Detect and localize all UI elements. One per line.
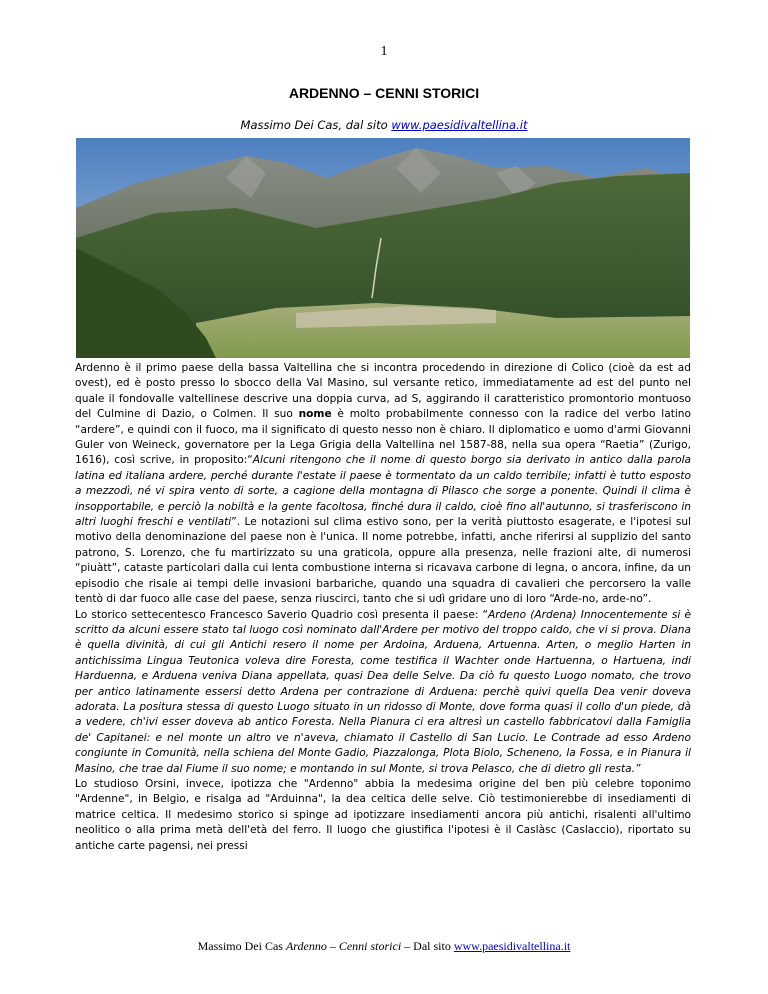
paragraph-segment: Alcuni ritengono che il nome di questo borgo sia derivato in antico dalla parola latina ed italiana ardere, perché durante l'estate il paese è tormentato da un caldo terribile; infatti è tutto esposto a mezzodì, né vi spira vento di sorte, a cagione della montagna di Pilasco che sorge a ponente. Quindi il clima è insopportabile, e perciò la nobiltà e la gente facoltosa, finché dura il caldo, cioè fino all'autunno, si trasferiscono in altri luoghi freschi e ventilati: [75, 454, 691, 529]
article-body: [75, 361, 691, 938]
paragraph: [75, 361, 691, 608]
page-footer: [0, 939, 768, 954]
paragraph-segment: Ardenno è il primo paese della bassa Valtellina che si incontra procedendo in direzione di Colico (cioè da est ad ovest), ed è posto presso lo sbocco della Val Masino, sul versante retico, immediatamente ad est del punto nel quale il fondovalle valtellinese descrive una doppia curva, ad S, aggirando il caratteristico promontorio montuoso del Culmine di Dazio, o Colmen. Il suo: [75, 362, 691, 421]
document-title: ARDENNO – CENNI STORICI: [288, 85, 480, 101]
byline-text: Massimo Dei Cas, dal sito: [240, 118, 392, 132]
paragraph-segment: è molto probabilmente connesso con la radice del verbo latino “ardere”, e quindi con il fuoco, ma il significato di questo nesso non è chiaro. Il diplomatico e uomo d'armi Giovanni Guler von Weineck, governatore per la Lega Grigia della Valtellina nel 1587-88, nella sua opera “Raetia” (Zurigo, 1616), così scrive, in proposito:“: [75, 408, 691, 467]
paragraph: [75, 777, 691, 854]
footer-title: Ardenno – Cenni storici: [285, 939, 402, 953]
paragraph-segment: Lo storico settecentesco Francesco Saverio Quadrio così presenta il paese: “: [75, 608, 489, 621]
byline: [0, 118, 768, 132]
footer-author: Massimo Dei Cas: [197, 939, 286, 953]
paragraph-segment: ”. Le notazioni sul clima estivo sono, per la verità piuttosto esagerate, e l'ipotesi sul motivo della denominazione del paese non è l'unica. Il nome potrebbe, infatti, anche riferirsi al supplizio del santo patrono, S. Lorenzo, che fu martirizzato su una graticola, oppure alla presenza, nelle frazioni alte, di numerosi “piuàtt”, cataste particolari dalla cui lenta combustione interna si ricavava carbone di legna, o ancora, infine, da un episodio che risale ai tempi delle invasioni barbariche, quando una squadra di cavalieri che percorsero la valle tentò di dar fuoco alle case del paese, senza riuscirci, tanto che si udì gridare uno di loro “Arde-no, arde-no”.: [75, 516, 691, 606]
paragraph-segment: nome: [298, 408, 332, 421]
paragraph: [75, 608, 691, 777]
footer-link[interactable]: www.paesidivaltellina.it: [453, 939, 571, 953]
paragraph-segment: Lo studioso Orsini, invece, ipotizza che "Ardenno" abbia la medesima origine del ben più celebre toponimo "Ardenne", in Belgio, e risalga ad "Arduinna", la dea celtica delle selve. Ciò testimonierebbe di insediamenti di matrice celtica. Il medesimo storico si spinge ad ipotizzare insediamenti ancora più antichi, risalenti all'ultimo neolitico o alla prima metà dell'età del ferro. Il luogo che giustifica l'ipotesi è il Caslàsc (Caslaccio), riportato su antiche carte pagensi, nei pressi: [75, 777, 691, 852]
landscape-photo: [76, 138, 690, 358]
page-number: 1: [380, 44, 388, 59]
source-link[interactable]: www.paesidivaltellina.it: [391, 118, 528, 132]
footer-source: – Dal sito: [401, 939, 454, 953]
paragraph-segment: Ardeno (Ardena) Innocentemente si è scritto da alcuni essere stato tal luogo così nominato dall'Ardere per motivo del troppo caldo, che vi si prova. Diana è quella divinità, di cui gli Antichi resero il nome per Ardoina, Arduena, Artuenna. Arten, o meglio Harten in antichissima Lingua Teutonica voleva dire Foresta, come testifica il Wachter onde Hartuenna, o Hartuena, indi Harduenna, e Arduena veniva Diana appellata, quasi Dea delle Selve. Da ciò fu questo Luogo nomato, che trovo per antico latinamente essersi detto Ardena per contrazione di Arduena: perchè quivi quella Dea venir doveva adorata. La positura stessa di questo Luogo situato in un ridosso di Monte, dove forma quasi il collo d'un piede, dà a vedere, ch'ivi esser doveva ab antico Foresta. Nella Pianura ci era altresì un castello fabbricatovi dalla Famiglia de' Capitanei: e nel monte un altro ve n'aveva, chiamato il Castello di San Lucio. Le Contrade ad esso Ardeno congiunte in Comunità, nella schiena del Monte Gadio, Piazzalonga, Plota Biolo, Scheneno, la Fossa, e in Pianura il Masino, che trae dal Fiume il suo nome; e montando in sul Monte, si trova Pelasco, che di dietro gli resta.”: [75, 608, 691, 775]
